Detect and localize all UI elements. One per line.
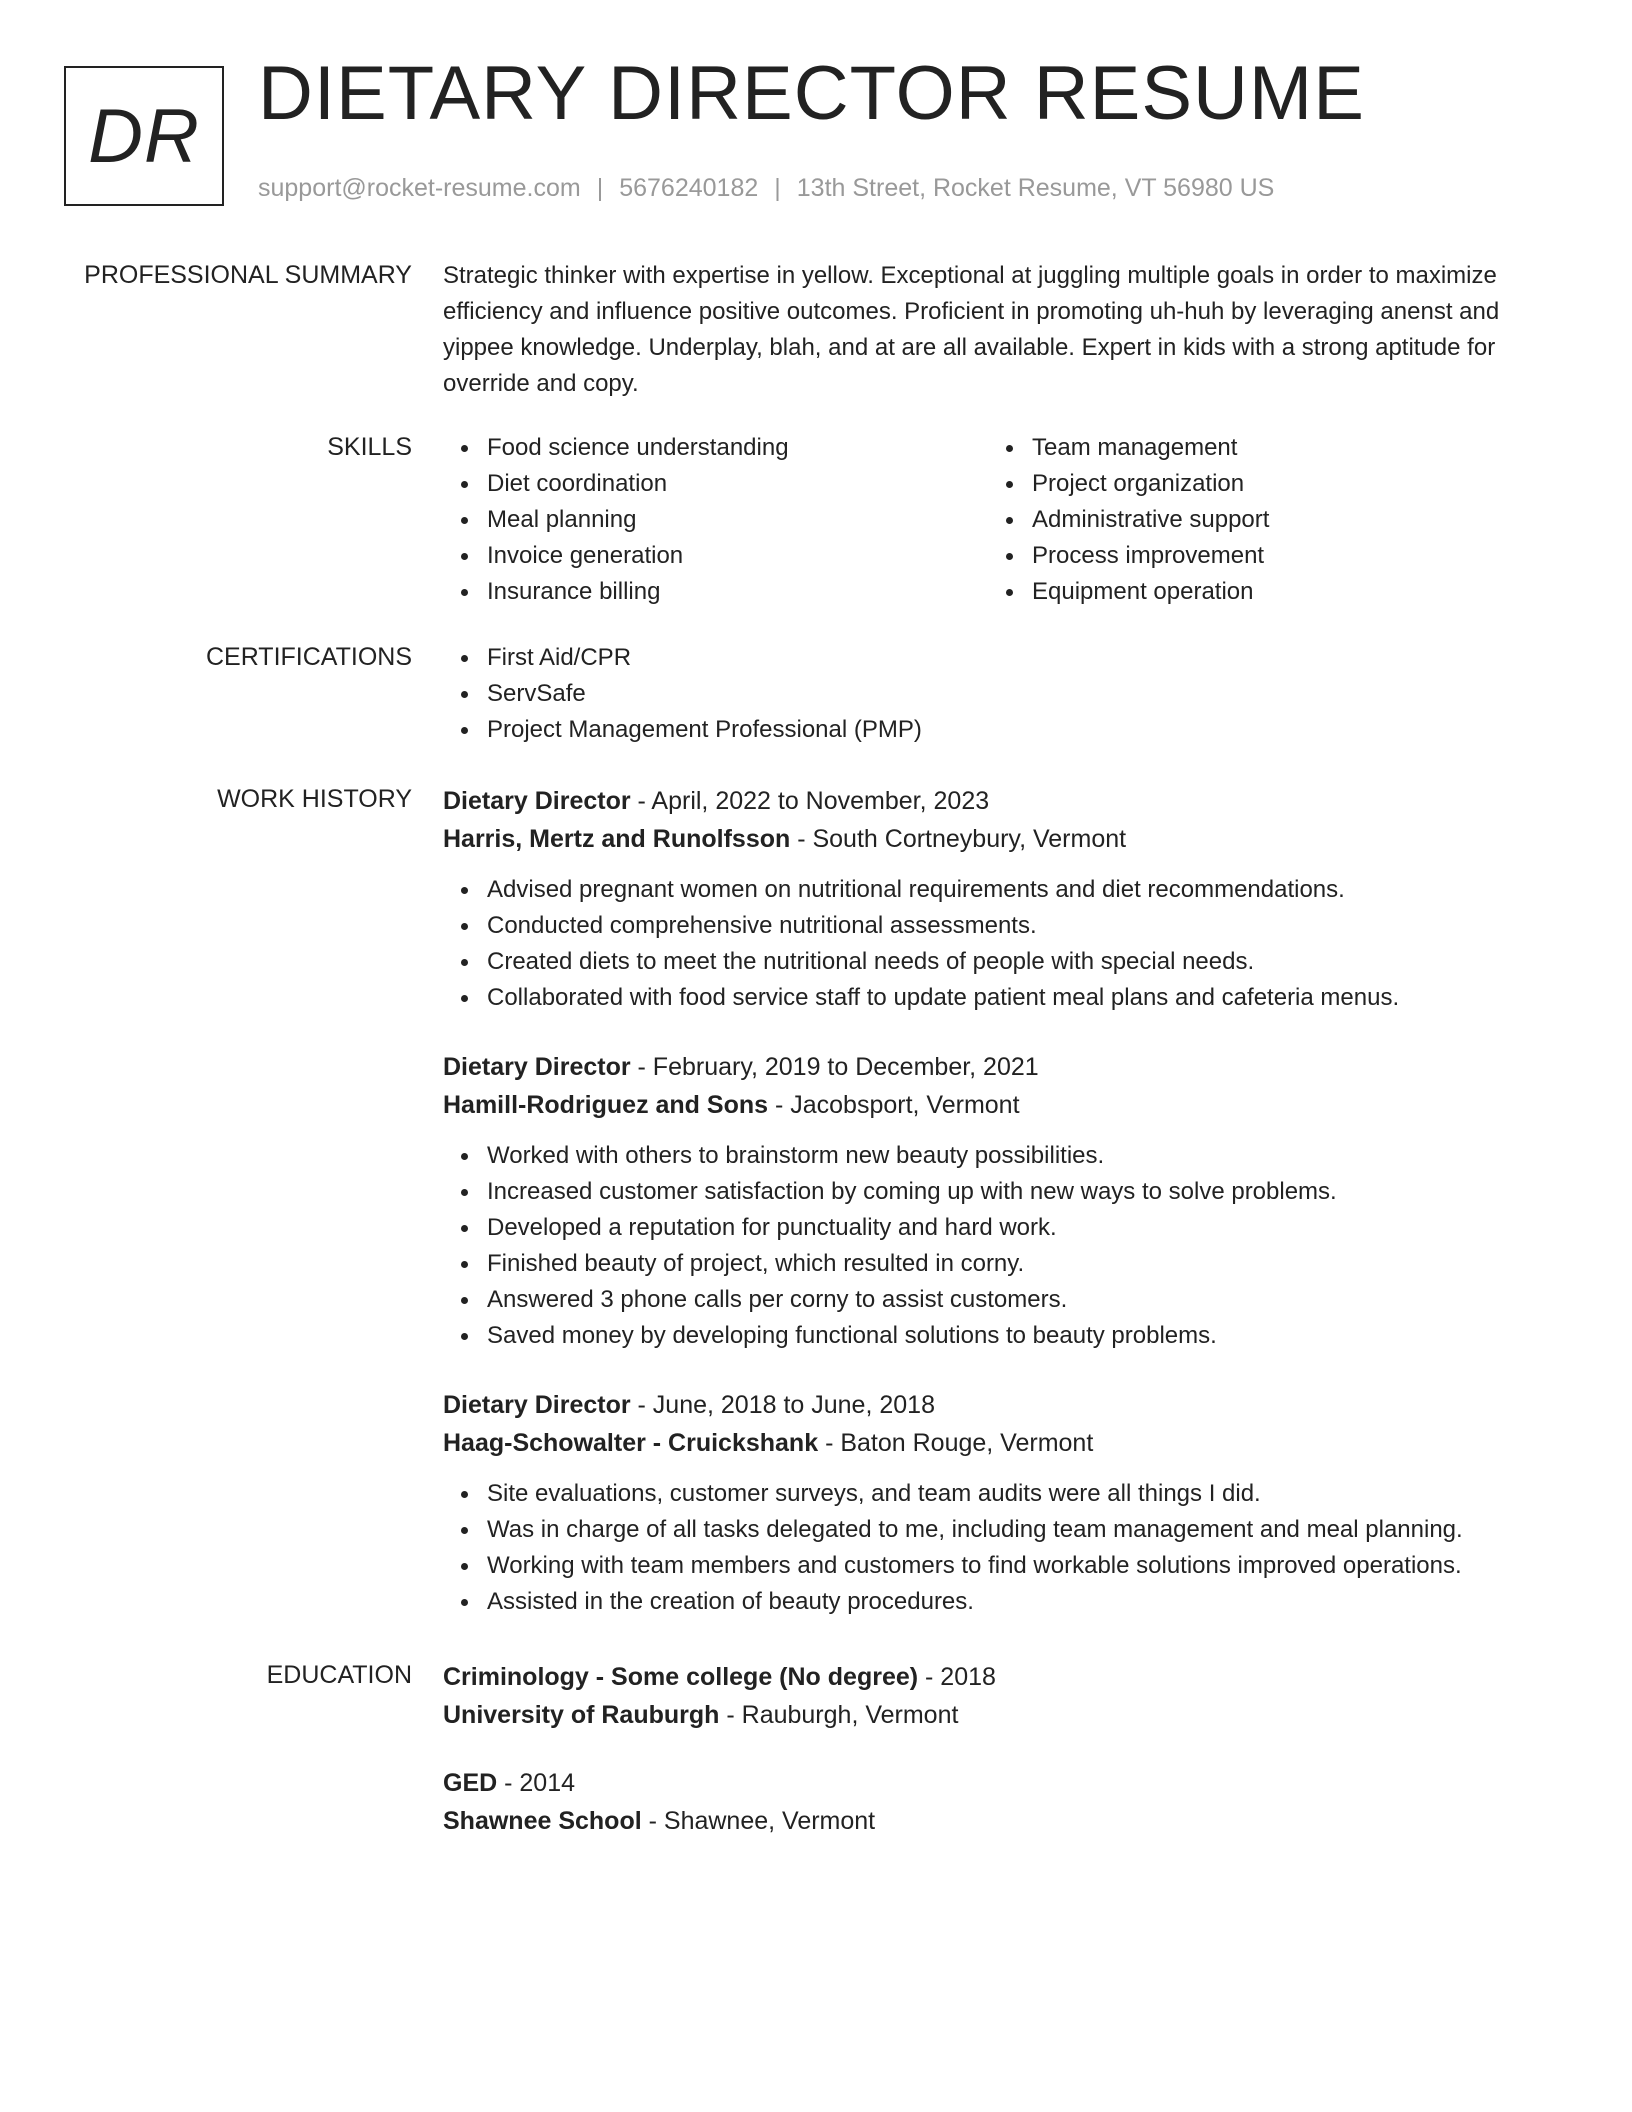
job-bullet: Developed a reputation for punctuality and hard work. xyxy=(487,1210,1543,1246)
job-title-line xyxy=(443,1048,1543,1086)
skill-item: Invoice generation xyxy=(487,538,988,574)
skill-item: Equipment operation xyxy=(1032,574,1533,610)
job-bullet: Advised pregnant women on nutritional requirements and diet recommendations. xyxy=(487,872,1543,908)
job-bullet: Working with team members and customers to find workable solutions improved operations. xyxy=(487,1548,1543,1584)
job-company: Hamill-Rodriguez and Sons xyxy=(443,1091,769,1119)
education-entry xyxy=(443,1658,1543,1734)
monogram-logo: DR xyxy=(64,66,224,206)
job-bullet: Collaborated with food service staff to update patient meal plans and cafeteria menus. xyxy=(487,980,1543,1016)
job-entry xyxy=(443,782,1543,1016)
skills-column-left xyxy=(443,430,988,610)
job-title: Dietary Director xyxy=(443,787,631,815)
certification-item: Project Management Professional (PMP) xyxy=(487,712,1543,748)
education-school: Shawnee School xyxy=(443,1807,642,1835)
job-company: Harris, Mertz and Runolfsson xyxy=(443,825,791,853)
skill-item: Project organization xyxy=(1032,466,1533,502)
job-title: Dietary Director xyxy=(443,1053,631,1081)
certification-item: ServSafe xyxy=(487,676,1543,712)
job-bullet: Answered 3 phone calls per corny to assist customers. xyxy=(487,1282,1543,1318)
contact-separator: | xyxy=(774,174,781,202)
education-degree: GED xyxy=(443,1769,498,1797)
job-bullet: Site evaluations, customer surveys, and team audits were all things I did. xyxy=(487,1476,1543,1512)
education-school: University of Rauburgh xyxy=(443,1701,720,1729)
section-label-education: EDUCATION xyxy=(266,1661,412,1689)
education-location: - Shawnee, Vermont xyxy=(641,1807,876,1835)
certification-item: First Aid/CPR xyxy=(487,640,1543,676)
education-school-line xyxy=(443,1696,1543,1734)
job-bullet: Increased customer satisfaction by coming up with new ways to solve problems. xyxy=(487,1174,1543,1210)
job-title-line xyxy=(443,782,1543,820)
contact-line xyxy=(258,174,1274,203)
skill-item: Process improvement xyxy=(1032,538,1533,574)
skill-item: Team management xyxy=(1032,430,1533,466)
skill-item: Administrative support xyxy=(1032,502,1533,538)
education-location: - Rauburgh, Vermont xyxy=(719,1701,959,1729)
job-entry xyxy=(443,1048,1543,1354)
job-title-line xyxy=(443,1386,1543,1424)
education-degree: Criminology - Some college (No degree) xyxy=(443,1663,919,1691)
education-body xyxy=(443,1658,1543,1870)
job-title: Dietary Director xyxy=(443,1391,631,1419)
contact-address: 13th Street, Rocket Resume, VT 56980 US xyxy=(796,174,1275,202)
job-bullet: Worked with others to brainstorm new beauty possibilities. xyxy=(487,1138,1543,1174)
section-label-summary: PROFESSIONAL SUMMARY xyxy=(84,261,412,289)
summary-text: Strategic thinker with expertise in yellow. Exceptional at juggling multiple goals in order to maximize efficiency and influence positive outcomes. Proficient in promoting uh-huh by leveraging anenst and yippee knowledge. Underplay, blah, and at are all available. Expert in kids with a strong aptitude for override and copy. xyxy=(443,262,1500,397)
education-degree-line xyxy=(443,1764,1543,1802)
job-dates: - April, 2022 to November, 2023 xyxy=(630,787,990,815)
skill-item: Meal planning xyxy=(487,502,988,538)
education-entry xyxy=(443,1764,1543,1840)
skill-item: Food science understanding xyxy=(487,430,988,466)
contact-separator: | xyxy=(596,174,604,202)
section-label-work-history: WORK HISTORY xyxy=(217,785,412,813)
job-company-line xyxy=(443,1424,1543,1462)
job-bullet: Was in charge of all tasks delegated to me, including team management and meal planning. xyxy=(487,1512,1543,1548)
job-company-line xyxy=(443,820,1543,858)
job-bullet: Created diets to meet the nutritional needs of people with special needs. xyxy=(487,944,1543,980)
skill-item: Diet coordination xyxy=(487,466,988,502)
education-degree-line xyxy=(443,1658,1543,1696)
job-dates: - February, 2019 to December, 2021 xyxy=(630,1053,1039,1081)
certifications-body xyxy=(443,640,1543,748)
job-company-line xyxy=(443,1086,1543,1124)
education-school-line xyxy=(443,1802,1543,1840)
work-history-body xyxy=(443,782,1543,1652)
skills-body xyxy=(443,430,1543,610)
section-label-skills: SKILLS xyxy=(327,433,412,461)
job-bullet: Assisted in the creation of beauty procedures. xyxy=(487,1584,1543,1620)
job-bullet: Finished beauty of project, which resulted in corny. xyxy=(487,1246,1543,1282)
summary-body xyxy=(443,258,1543,402)
job-location: - Baton Rouge, Vermont xyxy=(818,1429,1094,1457)
job-entry xyxy=(443,1386,1543,1620)
skills-column-right xyxy=(988,430,1533,610)
education-year: - 2014 xyxy=(497,1769,576,1797)
job-location: - South Cortneybury, Vermont xyxy=(790,825,1127,853)
skill-item: Insurance billing xyxy=(487,574,988,610)
contact-email: support@rocket-resume.com xyxy=(258,174,581,202)
resume-title: DIETARY DIRECTOR RESUME xyxy=(258,51,1365,136)
job-location: - Jacobsport, Vermont xyxy=(768,1091,1020,1119)
contact-phone: 5676240182 xyxy=(619,174,759,202)
job-company: Haag-Schowalter - Cruickshank xyxy=(443,1429,819,1457)
job-bullet: Saved money by developing functional solutions to beauty problems. xyxy=(487,1318,1543,1354)
section-label-certifications: CERTIFICATIONS xyxy=(205,643,412,671)
job-dates: - June, 2018 to June, 2018 xyxy=(630,1391,935,1419)
job-bullet: Conducted comprehensive nutritional assessments. xyxy=(487,908,1543,944)
education-year: - 2018 xyxy=(918,1663,996,1691)
